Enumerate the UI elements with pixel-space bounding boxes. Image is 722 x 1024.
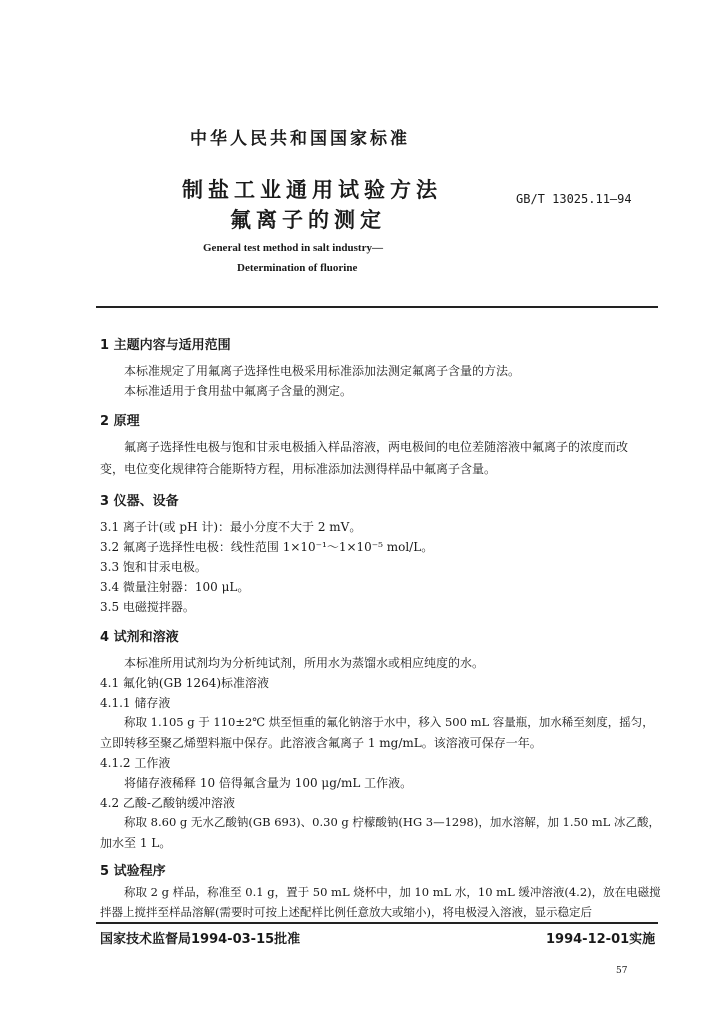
section-4-heading: 4 试剂和溶液 [100,630,179,645]
section-2-para-line1: 氟离子选择性电极与饱和甘汞电极插入样品溶液，两电极间的电位差随溶液中氟离子的浓度而改 [124,440,629,454]
item-3-3: 3.3 饱和甘汞电极。 [100,560,207,574]
section-2-para-line2: 变，电位变化规律符合能斯特方程，用标准添加法测得样品中氟离子含量。 [100,462,497,476]
english-title-line1: General test method in salt industry— [203,242,383,254]
item-4-1-2-line1: 将储存液稀释 10 倍得氟含量为 100 μg/mL 工作液。 [124,776,413,790]
section-5-line1: 称取 2 g 样品，称准至 0.1 g，置于 50 mL 烧杯中，加 10 mL 水，10 mL 缓冲溶液(4.2)，放在电磁搅 [124,885,661,899]
section-3-heading: 3 仪器、设备 [100,494,179,509]
item-3-2: 3.2 氟离子选择性电极：线性范围 1×10⁻¹～1×10⁻⁵ mol/L。 [100,540,434,554]
footer-rule [96,922,658,924]
section-5-heading: 5 试验程序 [100,864,166,879]
item-4-2-line1: 称取 8.60 g 无水乙酸钠(GB 693)、0.30 g 柠檬酸钠(HG 3—1298)，加水溶解，加 1.50 mL 冰乙酸， [124,815,660,829]
document-title-line1: 制盐工业通用试验方法 [182,178,442,202]
section-1-para-1: 本标准规定了用氟离子选择性电极采用标准添加法测定氟离子含量的方法。 [124,364,521,378]
item-3-1: 3.1 离子计(或 pH 计)：最小分度不大于 2 mV。 [100,520,362,534]
section-2-heading: 2 原理 [100,414,140,429]
item-3-4: 3.4 微量注射器：100 μL。 [100,580,250,594]
english-title-line2: Determination of fluorine [237,262,358,274]
approval-line: 国家技术监督局1994-03-15批准 [100,932,301,947]
section-4-intro: 本标准所用试剂均为分析纯试剂，所用水为蒸馏水或相应纯度的水。 [124,656,485,670]
item-4-2-line2: 加水至 1 L。 [100,836,172,850]
section-5-line2: 拌器上搅拌至样品溶解(需要时可按上述配样比例任意放大或缩小)，将电极浸入溶液，显示稳定后 [100,905,592,919]
page-number: 57 [616,966,628,976]
header-rule [96,306,658,308]
item-3-5: 3.5 电磁搅拌器。 [100,600,195,614]
section-1-heading: 1 主题内容与适用范围 [100,338,231,353]
item-4-2: 4.2 乙酸-乙酸钠缓冲溶液 [100,796,235,810]
item-4-1: 4.1 氟化钠(GB 1264)标准溶液 [100,676,270,690]
implementation-date: 1994-12-01实施 [546,932,656,947]
item-4-1-2: 4.1.2 工作液 [100,756,171,770]
item-4-1-1: 4.1.1 储存液 [100,696,171,710]
standard-number: GB/T 13025.11—94 [516,192,632,206]
item-4-1-1-line1: 称取 1.105 g 于 110±2℃ 烘至恒重的氟化钠溶于水中，移入 500 mL 容量瓶，加水稀至刻度，摇匀， [124,715,654,729]
org-title: 中华人民共和国国家标准 [190,129,410,149]
item-4-1-1-line2: 立即转移至聚乙烯塑料瓶中保存。此溶液含氟离子 1 mg/mL。该溶液可保存一年。 [100,736,542,750]
section-1-para-2: 本标准适用于食用盐中氟离子含量的测定。 [124,384,353,398]
document-title-line2: 氟离子的测定 [230,208,386,232]
